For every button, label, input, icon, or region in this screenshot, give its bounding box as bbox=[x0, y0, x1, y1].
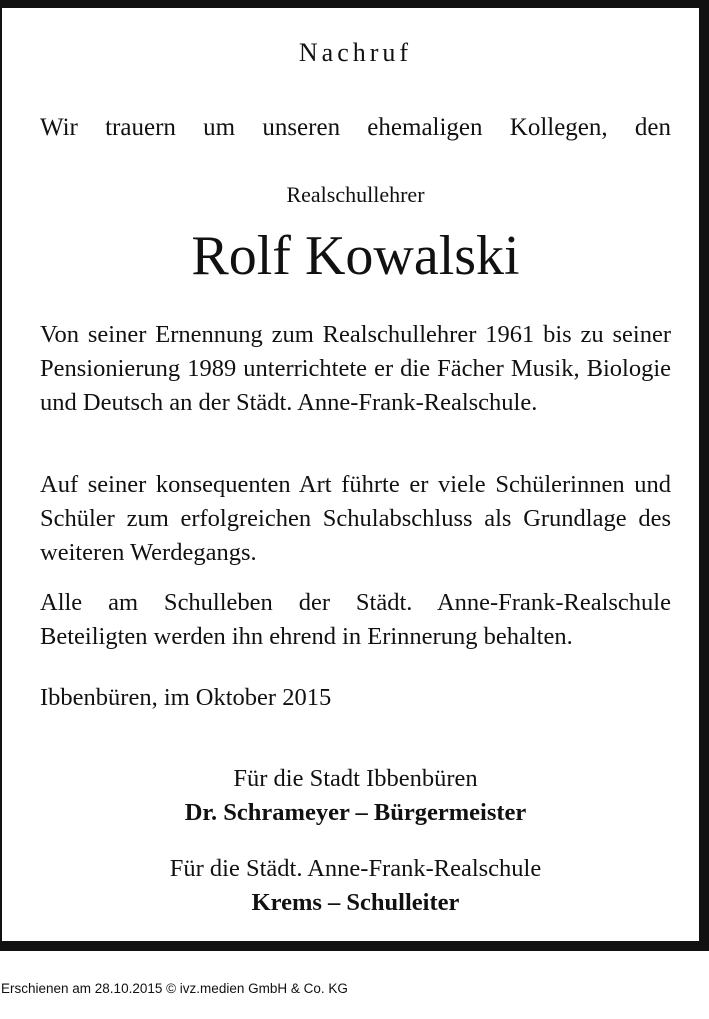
intro-line: Wir trauern um unseren ehemaligen Kollegen, den bbox=[40, 114, 671, 141]
place-date: Ibbenbüren, im Oktober 2015 bbox=[40, 684, 332, 711]
signature-signer: Krems – Schulleiter bbox=[251, 889, 460, 916]
publication-footer: Erschienen am 28.10.2015 © ivz.medien GmbH & Co. KG bbox=[1, 981, 348, 996]
paragraph-remembrance: Alle am Schulleben der Städt. Anne-Frank-Realschule Beteiligten werden ihn ehrend in Erinnerung behalten. bbox=[40, 589, 671, 650]
notice-title: Nachruf bbox=[298, 38, 413, 67]
paragraph-character: Auf seiner konsequenten Art führte er viele Schülerinnen und Schüler zum erfolgreichen Schulabschluss als Grundlage des weiteren Werdegangs. bbox=[40, 471, 671, 566]
signature-for: Für die Stadt Ibbenbüren bbox=[233, 765, 478, 792]
deceased-name: Rolf Kowalski bbox=[191, 225, 520, 287]
signature-block-city bbox=[40, 762, 671, 830]
deceased-role: Realschullehrer bbox=[286, 182, 425, 207]
signature-for: Für die Städt. Anne-Frank-Realschule bbox=[169, 855, 542, 882]
signature-signer: Dr. Schrameyer – Bürgermeister bbox=[184, 799, 527, 826]
paragraph-career: Von seiner Ernennung zum Realschullehrer 1961 bis zu seiner Pensionierung 1989 unterrichtete er die Fächer Musik, Biologie und Deutsch an der Städt. Anne-Frank-Realschule. bbox=[40, 321, 671, 416]
signature-block-school bbox=[40, 852, 671, 920]
